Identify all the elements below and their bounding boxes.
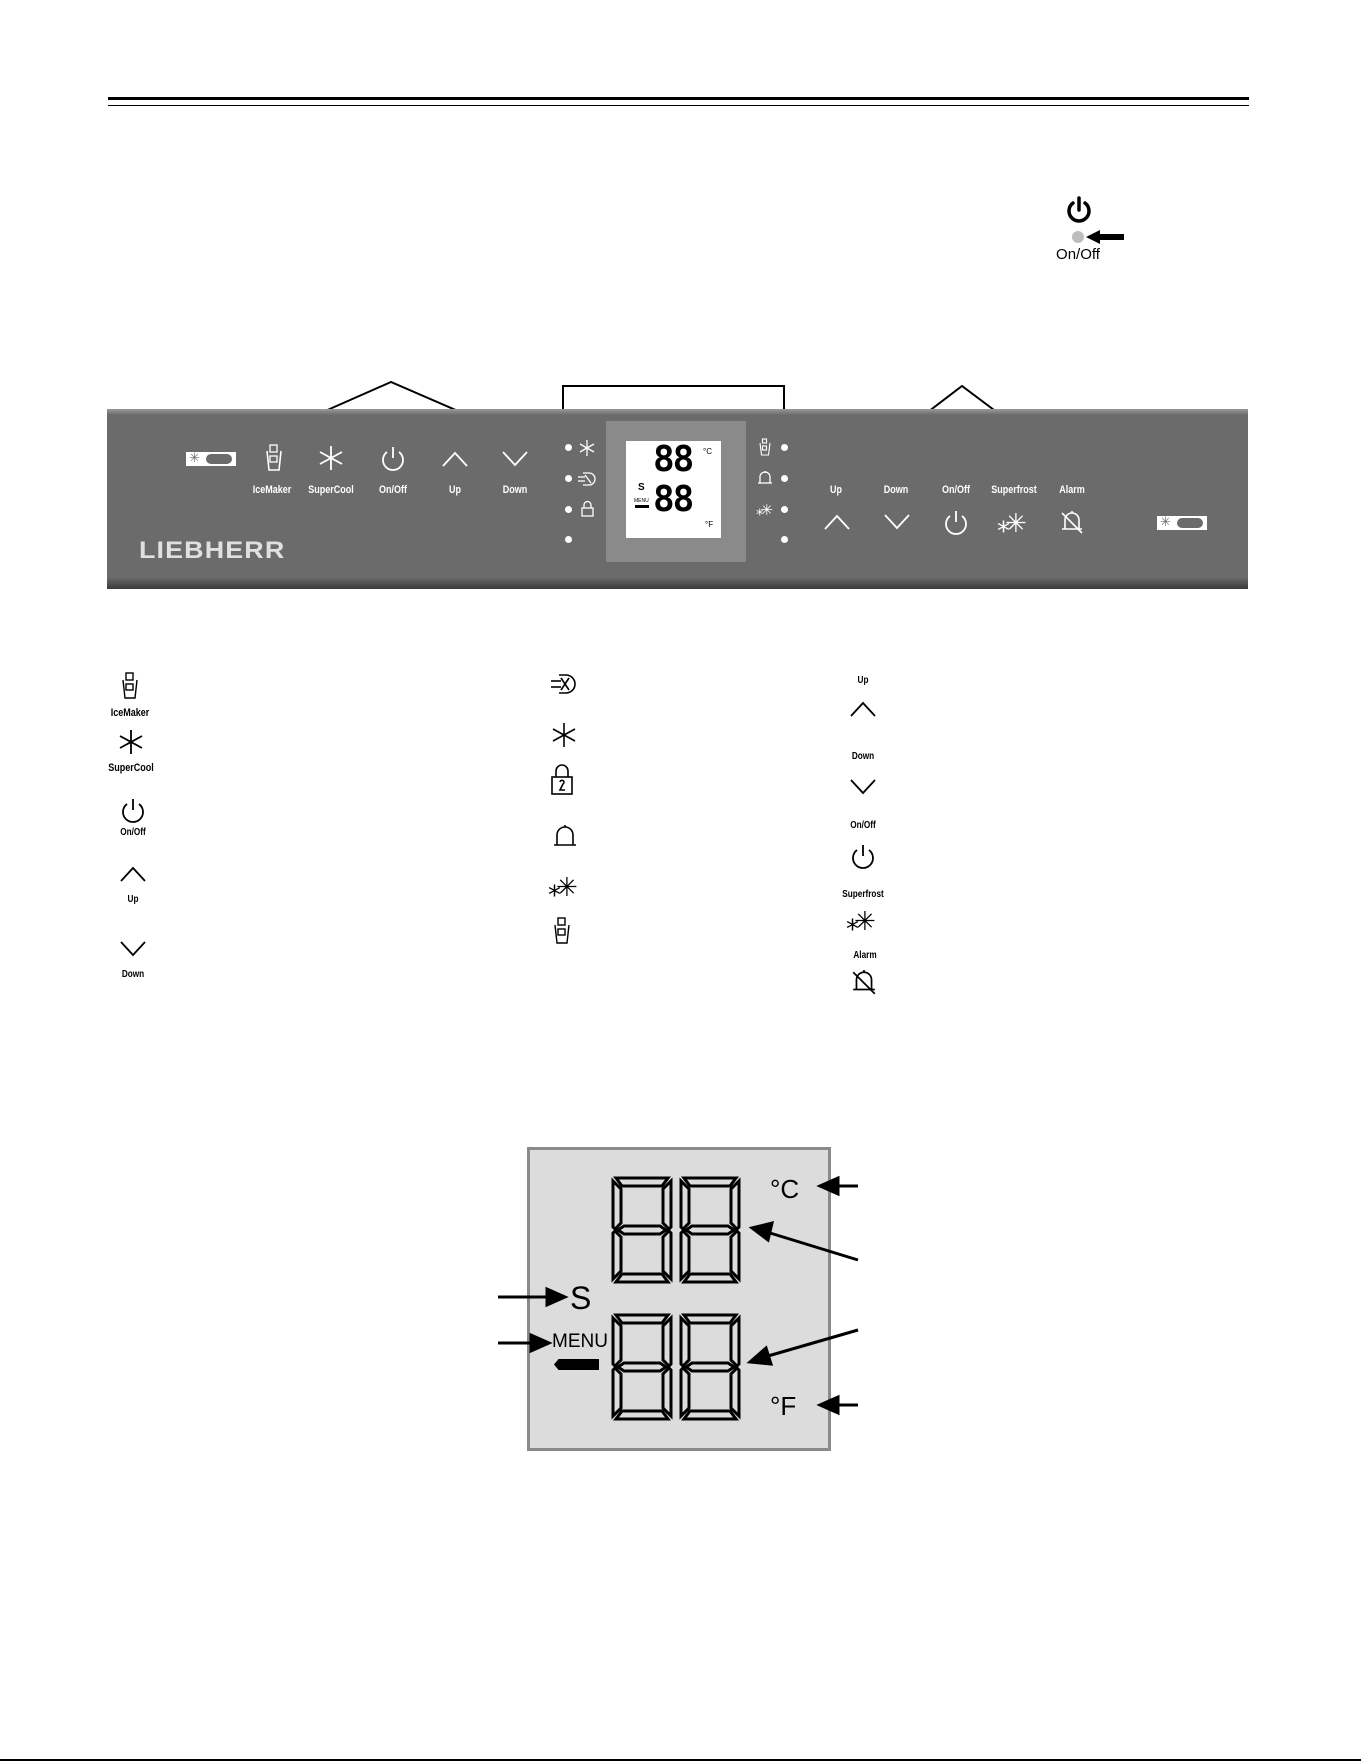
superfrost-icon[interactable]: ⁎✳ <box>997 508 1022 538</box>
big-celsius: °C <box>770 1174 800 1204</box>
superfrost-icon: ⁎✳ <box>846 906 871 936</box>
lcd-menu: MENU <box>634 498 649 504</box>
legend3-down-label: Down <box>851 751 875 762</box>
freezer-badge: ✳ <box>186 452 236 466</box>
big-s: S <box>570 1280 592 1316</box>
brand-logo: LIEBHERR <box>139 537 286 564</box>
legend3-onoff-label: On/Off <box>850 820 876 831</box>
refrigerator-badge: ✳ <box>1157 516 1207 530</box>
supercool-label: SuperCool <box>308 484 354 496</box>
legend3-up-label: Up <box>857 675 869 686</box>
superfrost-label: Superfrost <box>991 484 1037 496</box>
big-fahrenheit: °F <box>770 1391 797 1421</box>
lcd-top-digits: 88 <box>653 439 693 480</box>
up-label: Up <box>829 484 843 496</box>
legend-icemaker-label: IceMaker <box>110 707 150 719</box>
icemaker-label: IceMaker <box>252 484 292 496</box>
legend3-alarm-label: Alarm <box>853 950 877 961</box>
down-label: Down <box>883 484 909 496</box>
up-label: Up <box>448 484 462 496</box>
legend-supercool-label: SuperCool <box>108 762 154 774</box>
top-onoff-label: On/Off <box>1056 246 1100 263</box>
big-menu: MENU <box>552 1331 608 1352</box>
legend-up-label: Up <box>127 894 139 905</box>
legend-onoff-label: On/Off <box>120 827 146 838</box>
lcd-s: S <box>638 482 645 493</box>
lcd-bottom-digits: 88 <box>653 479 693 520</box>
lcd-celsius: °C <box>703 447 712 456</box>
superfrost-icon: ⁎✳ <box>756 502 771 519</box>
lcd-fahrenheit: °F <box>705 520 714 529</box>
down-label: Down <box>502 484 528 496</box>
onoff-label: On/Off <box>378 484 408 496</box>
superfrost-icon: ⁎✳ <box>548 872 573 902</box>
alarm-label: Alarm <box>1059 484 1085 496</box>
legend-down-label: Down <box>121 969 145 980</box>
legend3-superfrost-label: Superfrost <box>842 889 884 900</box>
onoff-label: On/Off <box>941 484 971 496</box>
